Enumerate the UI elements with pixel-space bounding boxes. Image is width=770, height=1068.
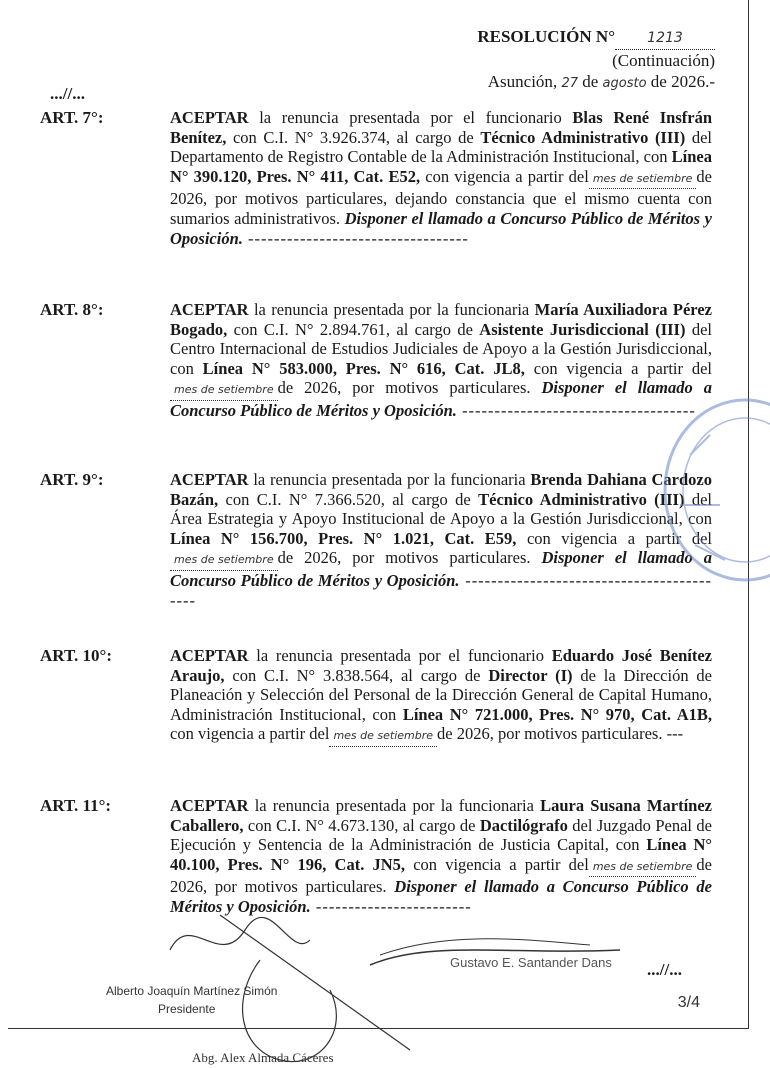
resolution-header [477,26,715,94]
text: con C.I. N° 3.926.374, al cargo de [226,127,481,147]
budget-line: Línea N° 156.700, Pres. N° 1.021, Cat. E59, [170,528,517,548]
text: la renuncia presentada por el funcionario [248,108,573,127]
handwritten-month-fill: mes de setiembre [170,550,278,571]
position-title: Director (I) [488,665,573,685]
dash-filler: ------------------------ [310,896,472,916]
position-title: Técnico Administrativo (III) [478,489,685,509]
continuation-label: (Continuación) [612,51,715,70]
date-line [477,71,715,94]
text: con vigencia a partir del [420,166,589,186]
article-label: ART. 11°: [40,796,112,815]
text: la renuncia presentada por el funcionario [248,646,552,665]
official-stamp [650,395,770,595]
article-body [170,646,712,747]
text: con vigencia a partir del [516,528,712,548]
text: con C.I. N° 3.838.564, al cargo de [224,665,489,685]
budget-line: Línea N° 583.000, Pres. N° 616, Cat. JL8, [202,358,525,378]
accept-word: ACEPTAR [170,796,249,815]
article-body [170,108,712,248]
handwritten-month-fill: mes de setiembre [589,857,697,878]
employee-name: Brenda Dahiana Cardozo Bazán, [170,470,712,509]
employee-name: María Auxiliadora Pérez Bogado, [170,300,712,339]
text: del Centro Internacional de Estudios Judiciales de Apoyo a la Gestión Jurisdiccional, con [170,319,712,378]
dispose-clause: Disponer el llamado a Concurso Público de Méritos y Oposición. [170,548,712,590]
dash-filler: ------------------------------------------ [170,570,712,610]
page-number: 3/4 [677,994,700,1011]
continuation-mark-top: ...//... [50,84,85,103]
position-title: Técnico Administrativo (III) [480,127,686,147]
signature-bottom-name: Abg. Alex Almada Cáceres [192,1050,334,1065]
accept-word: ACEPTAR [170,108,249,127]
accept-word: ACEPTAR [170,300,249,319]
text: de 2026, por motivos particulares. [170,854,712,897]
text: de 2026, por motivos particulares. --- [437,724,684,744]
text: de 2026, por motivos particulares, dejando constancia que el mismo cuenta con sumarios administrativos. [170,166,712,228]
city: Asunción, [487,72,558,91]
text: del Departamento de Registro Contable de la Administración Institucional, con [170,127,712,167]
handwritten-month-fill: mes de setiembre [170,380,278,401]
text: de 2026, por motivos particulares. [277,548,542,568]
continuation-mark-bottom: ...//... [647,960,682,979]
dispose-clause: Disponer el llamado a Concurso Público de Méritos y Oposición. [170,208,712,248]
accept-word: ACEPTAR [170,646,249,665]
article-label: ART. 10°: [40,646,112,665]
handwritten-month-fill: mes de setiembre [589,169,697,190]
article-body [170,300,712,421]
text: con C.I. N° 4.673.130, al cargo de [243,815,480,835]
de-label: de [582,72,599,91]
employee-name: Laura Susana Martínez Caballero, [170,796,712,835]
text: con vigencia a partir del [170,724,330,744]
resolution-number: 1213 [615,28,715,50]
text: la renuncia presentada por la funcionaria [248,300,535,319]
day-handwritten: 27 [561,76,578,91]
signature-left-role: Presidente [158,1002,216,1016]
position-title: Asistente Jurisdiccional (III) [479,319,686,339]
employee-name: Blas René Insfrán Benítez, [170,108,712,147]
article-body [170,796,712,917]
text: del Área Estrategia y Apoyo Institucional de Apoyo a la Gestión Jurisdiccional, con [170,489,712,529]
signature-right-name: Gustavo E. Santander Dans [450,955,612,970]
resolution-label: RESOLUCIÓN N° [477,27,615,46]
text: la renuncia presentada por la funcionaria [248,796,541,815]
article-body [170,470,712,610]
month-handwritten: agosto [602,76,647,91]
employee-name: Eduardo José Benítez Araujo, [170,646,712,685]
text: con vigencia a partir del [405,854,589,874]
budget-line: Línea N° 390.120, Pres. N° 411, Cat. E52, [170,147,712,186]
dispose-clause: Disponer el llamado a Concurso Público de Méritos y Oposición. [170,378,712,420]
text: de la Dirección de Planeación y Selección del Personal de la Dirección General de Capital Humano, Administración Institucional, con [170,665,713,724]
dispose-clause: Disponer el llamado a Concurso Público de Méritos y Oposición. [170,877,712,916]
budget-line: Línea N° 721.000, Pres. N° 970, Cat. A1B, [402,704,712,724]
dash-filler: ---------------------------------- [242,228,469,248]
dash-filler: ------------------------------------ [456,400,696,420]
accept-word: ACEPTAR [170,470,249,489]
text: la renuncia presentada por la funcionaria [248,470,531,489]
year-label: de 2026.- [650,72,715,91]
handwritten-month-fill: mes de setiembre [329,726,437,747]
text: con C.I. N° 7.366.520, al cargo de [218,489,479,509]
position-title: Dactilógrafo [479,815,568,835]
budget-line: Línea N° 40.100, Pres. N° 196, Cat. JN5, [170,835,713,874]
text: con vigencia a partir del [524,358,713,378]
text: del Juzgado Penal de Ejecución y Sentencia de la Administración de Justicia Capital, con [170,815,712,855]
article-label: ART. 9°: [40,470,104,489]
text: con C.I. N° 2.894.761, al cargo de [227,319,480,339]
signature-left-name: Alberto Joaquín Martínez Simón [106,984,278,998]
article-label: ART. 8°: [40,300,104,319]
text: de 2026, por motivos particulares. [277,378,542,398]
article-label: ART. 7°: [40,108,104,127]
